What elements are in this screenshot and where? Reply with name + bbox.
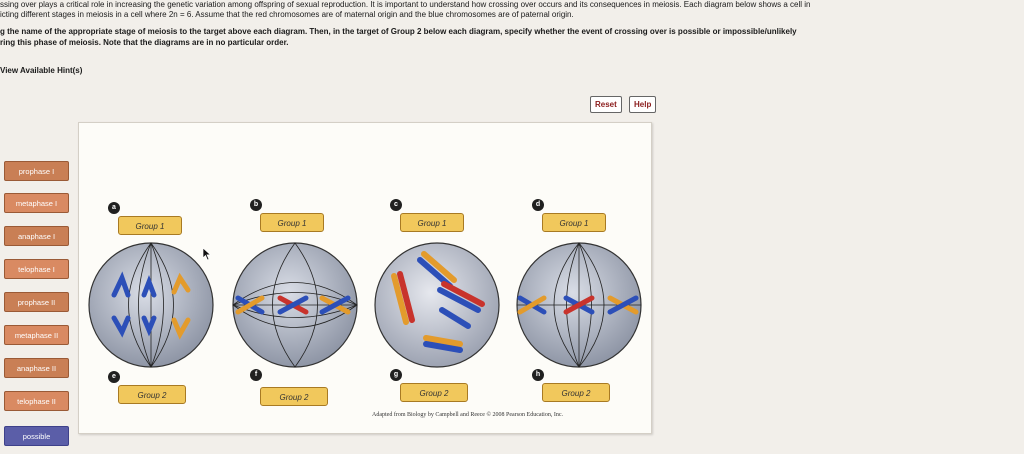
intro-line-1: ssing over plays a critical role in increasing the genetic variation among offspring of sexual reproduction. It is important to understand how crossing over occurs and its consequences in meiosis. Each diagram below shows a cell in: [0, 0, 811, 9]
target-group2-g[interactable]: Group 2: [400, 383, 468, 402]
target-group1-c[interactable]: Group 1: [400, 213, 464, 232]
mouse-cursor-icon: [202, 247, 212, 261]
view-hints-link[interactable]: View Available Hint(s): [0, 66, 83, 75]
cell-diagram-d: [514, 240, 644, 370]
instructions: [0, 26, 797, 48]
target-group1-d[interactable]: Group 1: [542, 213, 606, 232]
label-metaphase-1[interactable]: metaphase I: [4, 193, 69, 213]
cell-diagram-b: [230, 240, 360, 370]
diagram-letter-d: d: [532, 199, 544, 211]
label-prophase-2[interactable]: prophase II: [4, 292, 69, 312]
target-group1-a[interactable]: Group 1: [118, 216, 182, 235]
target-group2-e[interactable]: Group 2: [118, 385, 186, 404]
diagram-letter-h: h: [532, 369, 544, 381]
instructions-line-1: g the name of the appropriate stage of meiosis to the target above each diagram. Then, in the target of Group 2 below each diagram, specify whether the event of crossing over is possible or impossible/unlikely: [0, 27, 797, 36]
cell-diagram-c: [372, 240, 502, 370]
target-group1-b[interactable]: Group 1: [260, 213, 324, 232]
diagram-letter-b: b: [250, 199, 262, 211]
label-possible[interactable]: possible: [4, 426, 69, 446]
diagram-letter-g: g: [390, 369, 402, 381]
label-telophase-2[interactable]: telophase II: [4, 391, 69, 411]
label-telophase-1[interactable]: telophase I: [4, 259, 69, 279]
diagram-letter-a: a: [108, 202, 120, 214]
label-anaphase-2[interactable]: anaphase II: [4, 358, 69, 378]
target-group2-f[interactable]: Group 2: [260, 387, 328, 406]
label-anaphase-1[interactable]: anaphase I: [4, 226, 69, 246]
help-button[interactable]: Help: [629, 96, 656, 113]
label-prophase-1[interactable]: prophase I: [4, 161, 69, 181]
diagram-letter-f: f: [250, 369, 262, 381]
label-metaphase-2[interactable]: metaphase II: [4, 325, 69, 345]
intro-line-2: icting different stages in meiosis in a cell where 2n = 6. Assume that the red chromosomes are of maternal origin and the blue chromosomes are of paternal origin.: [0, 10, 574, 19]
diagram-letter-c: c: [390, 199, 402, 211]
image-credit: Adapted from Biology by Campbell and Reece © 2008 Pearson Education, Inc.: [372, 412, 564, 418]
instructions-line-2: ring this phase of meiosis. Note that the diagrams are in no particular order.: [0, 38, 289, 47]
diagram-letter-e: e: [108, 371, 120, 383]
cell-diagram-a: [86, 240, 216, 370]
target-group2-h[interactable]: Group 2: [542, 383, 610, 402]
reset-button[interactable]: Reset: [590, 96, 622, 113]
